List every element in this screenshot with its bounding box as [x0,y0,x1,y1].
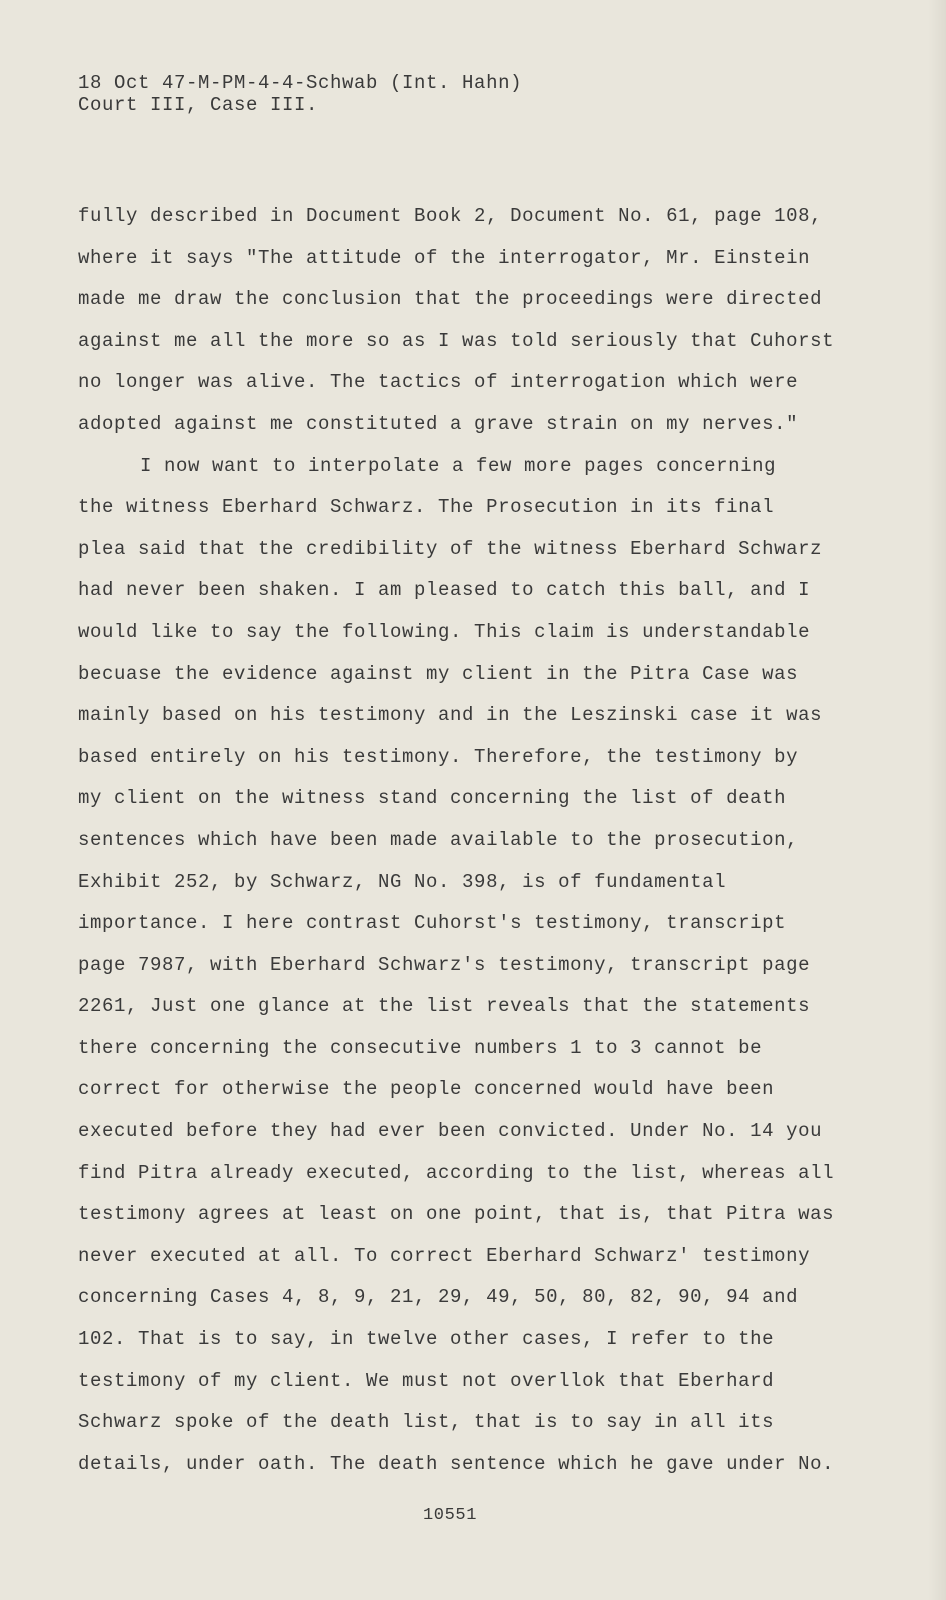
body-line: becuase the evidence against my client in the Pitra Case was [78,662,799,685]
body-line: had never been shaken. I am pleased to catch this ball, and I [78,579,811,602]
body-line: testimony agrees at least on one point, that is, that Pitra was [78,1203,835,1226]
body-line: concerning Cases 4, 8, 9, 21, 29, 49, 50, 80, 82, 90, 94 and [78,1286,799,1309]
body-line: testimony of my client. We must not overllok that Eberhard [78,1369,775,1392]
body-line: page 7987, with Eberhard Schwarz's testimony, transcript page [78,953,811,976]
body-line: made me draw the conclusion that the proceedings were directed [78,288,823,311]
page-number: 10551 [422,1506,477,1525]
document-body [78,196,878,1485]
body-line: Exhibit 252, by Schwarz, NG No. 398, is of fundamental [78,870,727,893]
body-line: details, under oath. The death sentence which he gave under No. [78,1452,835,1475]
body-line: fully described in Document Book 2, Document No. 61, page 108, [78,205,823,227]
body-line: executed before they had ever been convicted. Under No. 14 you [78,1120,823,1143]
body-line: find Pitra already executed, according to the list, whereas all [78,1161,835,1184]
body-line: no longer was alive. The tactics of interrogation which were [78,371,799,394]
document-header [78,72,522,116]
body-line: the witness Eberhard Schwarz. The Prosecution in its final [78,496,775,519]
body-line: would like to say the following. This claim is understandable [78,620,811,643]
body-line: 2261, Just one glance at the list reveals that the statements [78,995,811,1018]
body-line: there concerning the consecutive numbers 1 to 3 cannot be [78,1036,763,1059]
body-line: against me all the more so as I was told seriously that Cuhorst [78,329,835,352]
body-line: plea said that the credibility of the witness Eberhard Schwarz [78,537,823,560]
body-line: my client on the witness stand concerning the list of death [78,787,787,810]
header-line-1: 18 Oct 47-M-PM-4-4-Schwab (Int. Hahn) [78,72,523,94]
body-line: where it says "The attitude of the interrogator, Mr. Einstein [78,246,811,269]
body-line: sentences which have been made available to the prosecution, [78,828,799,851]
body-line: mainly based on his testimony and in the Leszinski case it was [78,704,823,727]
body-line: never executed at all. To correct Eberhard Schwarz' testimony [78,1244,811,1267]
paragraph-start-line: I now want to interpolate a few more pages concerning [140,454,777,477]
body-line: adopted against me constituted a grave strain on my nerves." [78,412,799,435]
body-line: correct for otherwise the people concerned would have been [78,1078,775,1101]
body-line: importance. I here contrast Cuhorst's testimony, transcript [78,912,787,935]
page-edge [928,0,946,1600]
body-line: based entirely on his testimony. Therefore, the testimony by [78,745,799,768]
body-line: Schwarz spoke of the death list, that is to say in all its [78,1411,775,1434]
body-line: 102. That is to say, in twelve other cases, I refer to the [78,1328,775,1351]
header-line-2: Court III, Case III. [78,94,319,116]
